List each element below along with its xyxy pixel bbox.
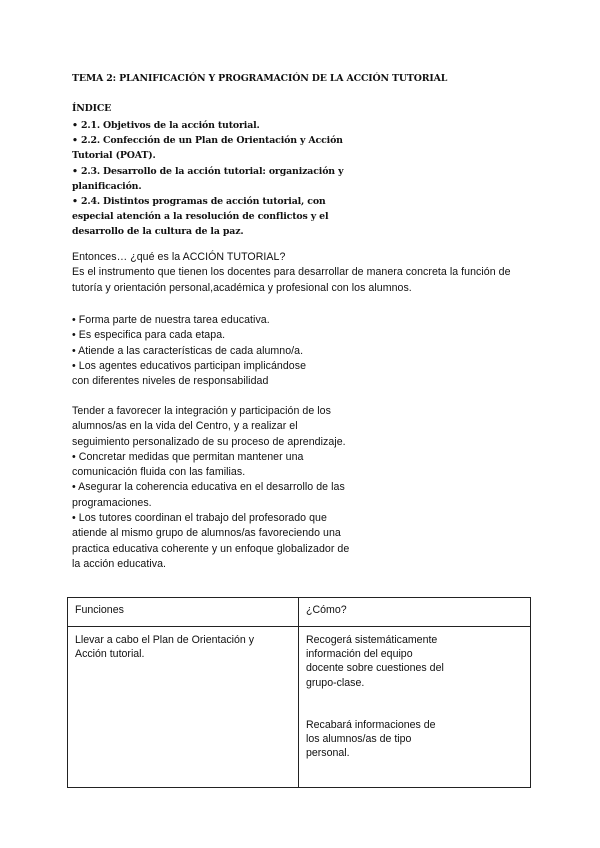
feature-item: • Forma parte de nuestra tarea educativa.	[72, 314, 270, 326]
intro-line: tutoría y orientación personal,académica y profesional con los alumnos.	[72, 281, 412, 294]
index-heading: ÍNDICE	[72, 103, 112, 114]
cell-text: los alumnos/as de tipo	[306, 733, 412, 746]
index-line: Tutorial (POAT).	[72, 150, 156, 162]
goals-line: • Los tutores coordinan el trabajo del profesorado que	[72, 512, 327, 525]
goals-line: comunicación fluida con las familias.	[72, 466, 246, 479]
document-title: TEMA 2: PLANIFICACIÓN Y PROGRAMACIÓN DE LA ACCIÓN TUTORIAL	[72, 73, 448, 84]
goals-line: seguimiento personalizado de su proceso de aprendizaje.	[72, 435, 346, 448]
intro-question: Entonces… ¿qué es la ACCIÓN TUTORIAL?	[72, 251, 286, 263]
index-line: • 2.2. Confección de un Plan de Orientación y Acción	[72, 135, 343, 147]
goals-line: programaciones.	[72, 496, 152, 509]
goals-line: practica educativa coherente y un enfoque globalizador de	[72, 542, 350, 555]
cell-text: información del equipo	[306, 648, 413, 661]
cell-como	[299, 627, 531, 788]
header-como: ¿Cómo?	[299, 598, 531, 627]
functions-table	[67, 597, 531, 788]
index-line: desarrollo de la cultura de la paz.	[72, 226, 244, 238]
cell-text: Recogerá sistemáticamente	[306, 634, 438, 646]
goals-line: alumnos/as en la vida del Centro, y a realizar el	[72, 420, 298, 433]
table-row	[68, 627, 531, 788]
intro-line: Es el instrumento que tienen los docentes para desarrollar de manera concreta la función de	[72, 266, 511, 279]
goals-line: la acción educativa.	[72, 557, 167, 570]
goals-paragraph	[72, 404, 349, 572]
goals-line: Tender a favorecer la integración y participación de los	[72, 405, 331, 417]
cell-text: personal.	[306, 747, 350, 760]
cell-funcion	[68, 627, 299, 788]
feature-item: con diferentes niveles de responsabilidad	[72, 375, 269, 388]
index-line: • 2.1. Objetivos de la acción tutorial.	[72, 120, 260, 131]
goals-line: • Asegurar la coherencia educativa en el desarrollo de las	[72, 481, 345, 494]
index-line: especial atención a la resolución de conflictos y el	[72, 211, 329, 223]
cell-text: Acción tutorial.	[75, 648, 145, 661]
intro-paragraph	[72, 250, 511, 296]
feature-item: • Los agentes educativos participan implicándose	[72, 359, 307, 372]
index-list	[72, 118, 392, 240]
table-header-row	[68, 598, 531, 627]
index-line: planificación.	[72, 180, 142, 192]
goals-line: atiende al mismo grupo de alumnos/as favoreciendo una	[72, 527, 341, 540]
feature-item: • Es especifica para cada etapa.	[72, 329, 226, 342]
cell-text: grupo-clase.	[306, 676, 365, 689]
index-line: • 2.3. Desarrollo de la acción tutorial: organización y	[72, 165, 344, 177]
header-funciones: Funciones	[68, 598, 299, 627]
cell-text: Recabará informaciones de	[306, 718, 436, 731]
features-list	[72, 313, 306, 389]
goals-line: • Concretar medidas que permitan mantener una	[72, 450, 304, 463]
cell-text: docente sobre cuestiones del	[306, 662, 444, 675]
cell-spacer	[306, 690, 523, 718]
index-line: • 2.4. Distintos programas de acción tutorial, con	[72, 196, 326, 208]
cell-text: Llevar a cabo el Plan de Orientación y	[75, 634, 255, 646]
feature-item: • Atiende a las características de cada alumno/a.	[72, 344, 304, 357]
